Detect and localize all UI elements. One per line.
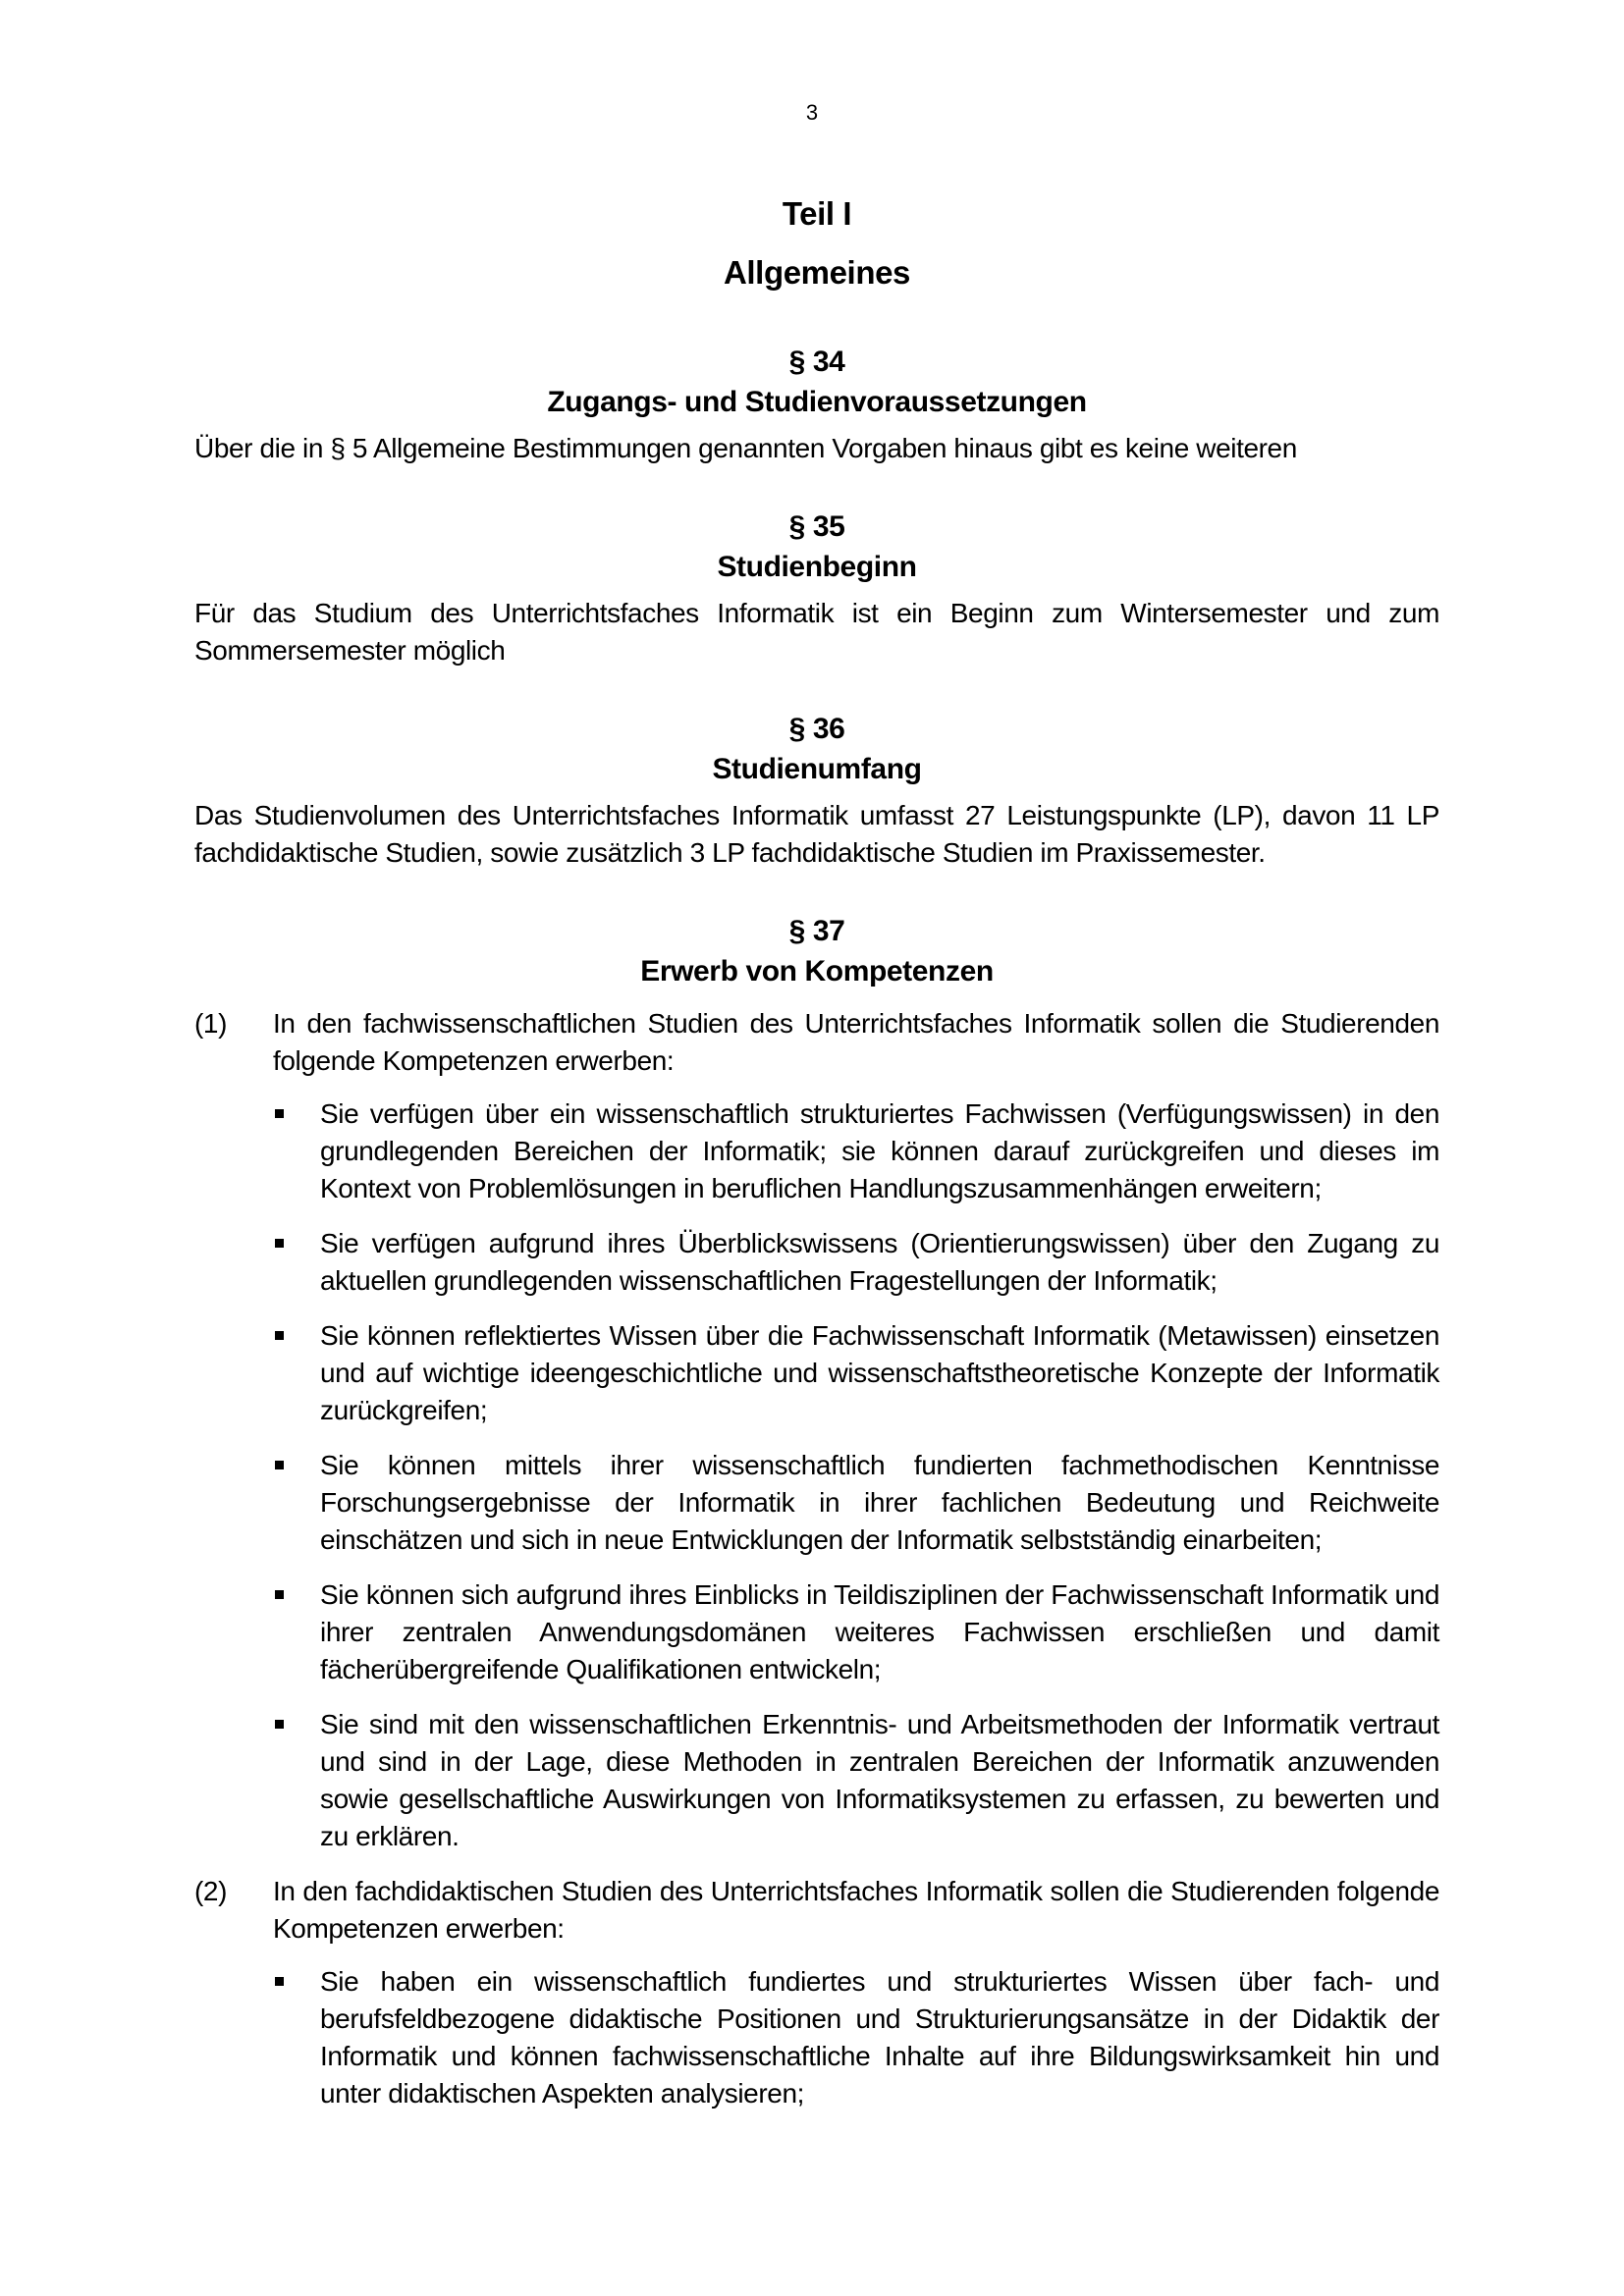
list-item-text: Sie können mittels ihrer wissenschaftlich fundierten fachmethodischen Kenntnisse Forschungsergebnisse der Informatik in ihrer fachlichen Bedeutung und Reichweite einschätzen und sich in neue Entwicklungen der Informatik selbstständig einarbeiten; <box>320 1450 1439 1555</box>
section-title: Studienbeginn <box>717 551 917 583</box>
list-item <box>273 1447 1439 1559</box>
list-item <box>273 1576 1439 1688</box>
section-36 <box>194 709 1439 872</box>
section-35 <box>194 507 1439 669</box>
square-bullet-icon <box>273 1706 320 1855</box>
paragraph-number: (2) <box>194 1876 228 1906</box>
list-item-text: Sie verfügen aufgrund ihres Überblickswissens (Orientierungswissen) über den Zugang zu aktuellen grundlegenden wissenschaftlichen Fragestellungen der Informatik; <box>320 1228 1439 1296</box>
section-number: § 36 <box>788 713 845 745</box>
square-bullet-icon <box>273 1317 320 1429</box>
section-paragraph: Das Studienvolumen des Unterrichtsfaches Informatik umfasst 27 Leistungspunkte (LP), davon 11 LP fachdidaktische Studien, sowie zusätzlich 3 LP fachdidaktische Studien im Praxissemester. <box>194 800 1439 868</box>
square-bullet-icon <box>273 1447 320 1559</box>
list-item-text: Sie können sich aufgrund ihres Einblicks in Teildisziplinen der Fachwissenschaft Informatik und ihrer zentralen Anwendungsdomänen weiteres Fachwissen erschließen und damit fächerübergreifende Qualifikationen entwickeln; <box>320 1579 1439 1684</box>
section-number: § 37 <box>788 915 845 947</box>
list-item <box>273 1095 1439 1207</box>
section-paragraph: Über die in § 5 Allgemeine Bestimmungen genannten Vorgaben hinaus gibt es keine weiteren <box>194 433 1297 463</box>
list-item-text: Sie haben ein wissenschaftlich fundiertes und strukturiertes Wissen über fach- und berufsfeldbezogene didaktische Positionen und Strukturierungsansätze in der Didaktik der Informatik und können fachwissenschaftliche Inhalte auf ihre Bildungswirksamkeit hin und unter didaktischen Aspekten analysieren; <box>320 1966 1439 2109</box>
list-item <box>273 1317 1439 1429</box>
section-number: § 35 <box>788 510 845 543</box>
list-item <box>273 1963 1439 2112</box>
section-title: Erwerb von Kompetenzen <box>640 955 994 988</box>
list-item <box>273 1706 1439 1855</box>
numbered-paragraph <box>194 1005 1439 1080</box>
section-37 <box>194 911 1439 2112</box>
paragraph-number: (1) <box>194 1008 228 1039</box>
section-title: Studienumfang <box>712 753 922 785</box>
paragraph-text: In den fachwissenschaftlichen Studien des Unterrichtsfaches Informatik sollen die Studierenden folgende Kompetenzen erwerben: <box>273 1008 1439 1076</box>
page-content <box>194 192 1439 2130</box>
paragraph-text: In den fachdidaktischen Studien des Unterrichtsfaches Informatik sollen die Studierenden folgende Kompetenzen erwerben: <box>273 1876 1439 1944</box>
section-number: § 34 <box>788 346 845 378</box>
section-title: Zugangs- und Studienvoraussetzungen <box>547 386 1087 418</box>
page-number: 3 <box>805 100 819 125</box>
bullet-list <box>273 1963 1439 2112</box>
list-item-text: Sie verfügen über ein wissenschaftlich strukturiertes Fachwissen (Verfügungswissen) in den grundlegenden Bereichen der Informatik; sie können darauf zurückgreifen und dieses im Kontext von Problemlösungen in beruflichen Handlungszusammenhängen erweitern; <box>320 1098 1439 1203</box>
square-bullet-icon <box>273 1576 320 1688</box>
list-item <box>273 1225 1439 1300</box>
list-item-text: Sie können reflektiertes Wissen über die Fachwissenschaft Informatik (Metawissen) einsetzen und auf wichtige ideengeschichtliche und wissenschaftstheoretische Konzepte der Informatik zurückgreifen; <box>320 1320 1439 1425</box>
square-bullet-icon <box>273 1095 320 1207</box>
list-item-text: Sie sind mit den wissenschaftlichen Erkenntnis- und Arbeitsmethoden der Informatik vertraut und sind in der Lage, diese Methoden in zentralen Bereichen der Informatik anzuwenden sowie gesellschaftliche Auswirkungen von Informatiksystemen zu erfassen, zu bewerten und zu erklären. <box>320 1709 1439 1851</box>
section-34 <box>194 342 1439 467</box>
part-subtitle: Allgemeines <box>723 254 910 291</box>
square-bullet-icon <box>273 1963 320 2112</box>
part-title: Teil I <box>782 195 852 232</box>
section-paragraph: Für das Studium des Unterrichtsfaches Informatik ist ein Beginn zum Wintersemester und zum Sommersemester möglich <box>194 598 1439 666</box>
square-bullet-icon <box>273 1225 320 1300</box>
numbered-paragraph <box>194 1873 1439 1948</box>
bullet-list <box>273 1095 1439 1855</box>
